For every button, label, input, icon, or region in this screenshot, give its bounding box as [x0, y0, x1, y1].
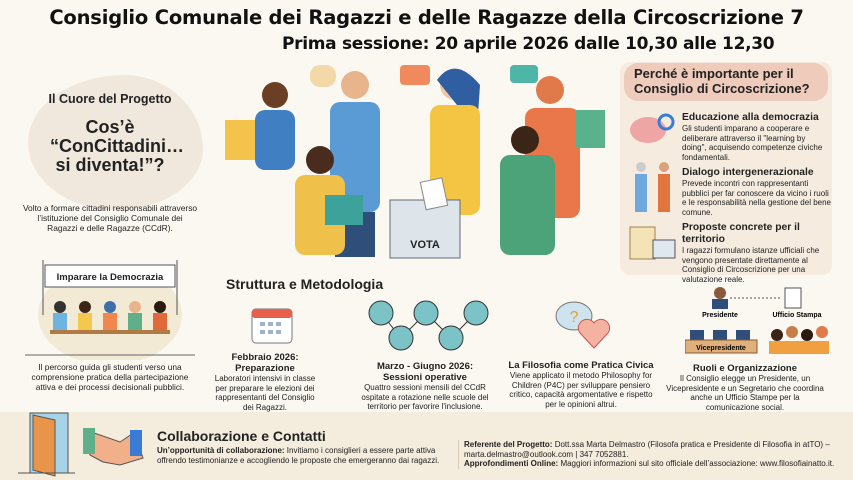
- step-text: Il Consiglio elegge un Presidente, un Vicepresidente e un Segretario che coordina anche un Ufficio Stampe per la comunicazione social.: [666, 374, 824, 412]
- referent-label: Referente del Progetto:: [464, 440, 553, 449]
- step-item: [350, 361, 500, 412]
- ballot-box-label: VOTA: [410, 239, 440, 251]
- session-date: Prima sessione: 20 aprile 2026 dalle 10,30 alle 12,30: [282, 34, 775, 54]
- step-item: [505, 360, 657, 409]
- collab-title: Collaborazione e Contatti: [157, 428, 326, 444]
- democracy-description: Il percorso guida gli studenti verso una comprensione pratica della partecipazione attiva e dei processi decisionali pubblici.: [31, 362, 189, 392]
- why-item: [682, 112, 832, 162]
- why-icons: [628, 112, 678, 262]
- step-item: [210, 352, 320, 412]
- handshake-people-icon: [635, 162, 670, 212]
- thought-heart-icon: [552, 298, 617, 352]
- online-text: Maggiori informazioni sul sito officiale dell’associazione: www.filosofiainatto.it.: [558, 459, 835, 468]
- document-building-icon: [630, 227, 675, 259]
- speech-bubble-icon: [510, 65, 538, 83]
- step-text: Quattro sessioni mensili del CCdR ospitate a rotazione nelle scuole del territorio per favorire l'inclusione.: [361, 383, 489, 411]
- why-item-title: Dialogo intergenerazionale: [682, 167, 814, 178]
- step-title: Marzo - Giugno 2026: Sessioni operative: [376, 361, 474, 383]
- step-item: [665, 363, 825, 412]
- book-icon: [325, 195, 363, 225]
- speech-bubble-icon: [400, 65, 430, 85]
- svg-text:?: ?: [569, 309, 579, 326]
- microphone-bubble-icon: [310, 65, 336, 87]
- students-voting-illustration: [215, 60, 615, 260]
- door-handshake-icon: [15, 410, 145, 478]
- collab-body: Invitiamo i consiglieri a essere parte attiva offrendo testimonianze e accogliendo le proposte che emergeranno dai ragazzi.: [157, 446, 440, 465]
- book-icon: [225, 120, 255, 160]
- referent-text: Dott.ssa Marta Delmastro (Filosofa pratica e Presidente di Filosofia in atTO) – marta.delmastro@outlook.com | 347 7052881.: [464, 440, 830, 459]
- why-title: Perché è importante per il Consiglio di Circoscrizione?: [624, 63, 828, 101]
- book-icon: [575, 110, 605, 148]
- schools-network-icon: [366, 298, 506, 353]
- democracy-banner: Imparare la Democrazia: [56, 272, 164, 283]
- why-item-text: Prevede incontri con rappresentanti pubblici per far conoscere da vicino i ruoli e le responsabilità nella gestione del bene comune.: [682, 179, 831, 217]
- structure-title: Struttura e Metodologia: [226, 276, 384, 292]
- role-president: Presidente: [702, 312, 738, 319]
- step-title: La Filosofia come Pratica Civica: [508, 360, 654, 371]
- why-item-title: Proposte concrete per il territorio: [682, 222, 800, 245]
- role-press-office: Ufficio Stampa: [772, 312, 822, 319]
- heart-description: Volto a formare cittadini responsabili attraverso l’istituzione del Consiglio Comunale dei Ragazzi e delle Ragazze (CCdR).: [22, 203, 198, 233]
- step-title: Febbraio 2026: Preparazione: [231, 352, 299, 374]
- democracy-table-illustration: [25, 255, 195, 360]
- why-item: [682, 167, 832, 217]
- step-text: Laboratori intensivi in classe per preparare le elezioni dei rappresentanti del Consiglio dei Ragazzi.: [214, 374, 316, 412]
- heart-label: Il Cuore del Progetto: [48, 92, 172, 106]
- step-text: Viene applicato il metodo Philosophy for Children (P4C) per sviluppare pensiero critico, capacità argomentative e rispetto per le opinioni altrui.: [509, 371, 653, 409]
- online-label: Approfondimenti Online:: [464, 459, 559, 468]
- collab-text: [157, 446, 457, 465]
- collab-lead: Un’opportunità di collaborazione:: [157, 446, 285, 455]
- heart-question: Cos’è “ConCittadini… si diventa!”?: [50, 117, 184, 175]
- why-item-title: Educazione alla democrazia: [682, 112, 819, 123]
- step-title: Ruoli e Organizzazione: [693, 363, 797, 374]
- contact-info: [458, 440, 848, 469]
- calendar-icon: [250, 304, 295, 344]
- role-vice: Vicepresidente: [696, 345, 746, 352]
- why-item-text: Gli studenti imparano a cooperare e deliberare attraverso il "learning by doing", acquisendo competenze civiche fondamentali.: [682, 124, 823, 162]
- page-title: Consiglio Comunale dei Ragazzi e delle Ragazze della Circoscrizione 7: [49, 6, 804, 29]
- why-item-text: I ragazzi formulano istanze ufficiali che vengono presentate direttamente al Consiglio di Circoscrizione per una valutazione reale.: [682, 246, 820, 284]
- why-item: [682, 222, 832, 284]
- organization-chart-icon: [685, 285, 830, 355]
